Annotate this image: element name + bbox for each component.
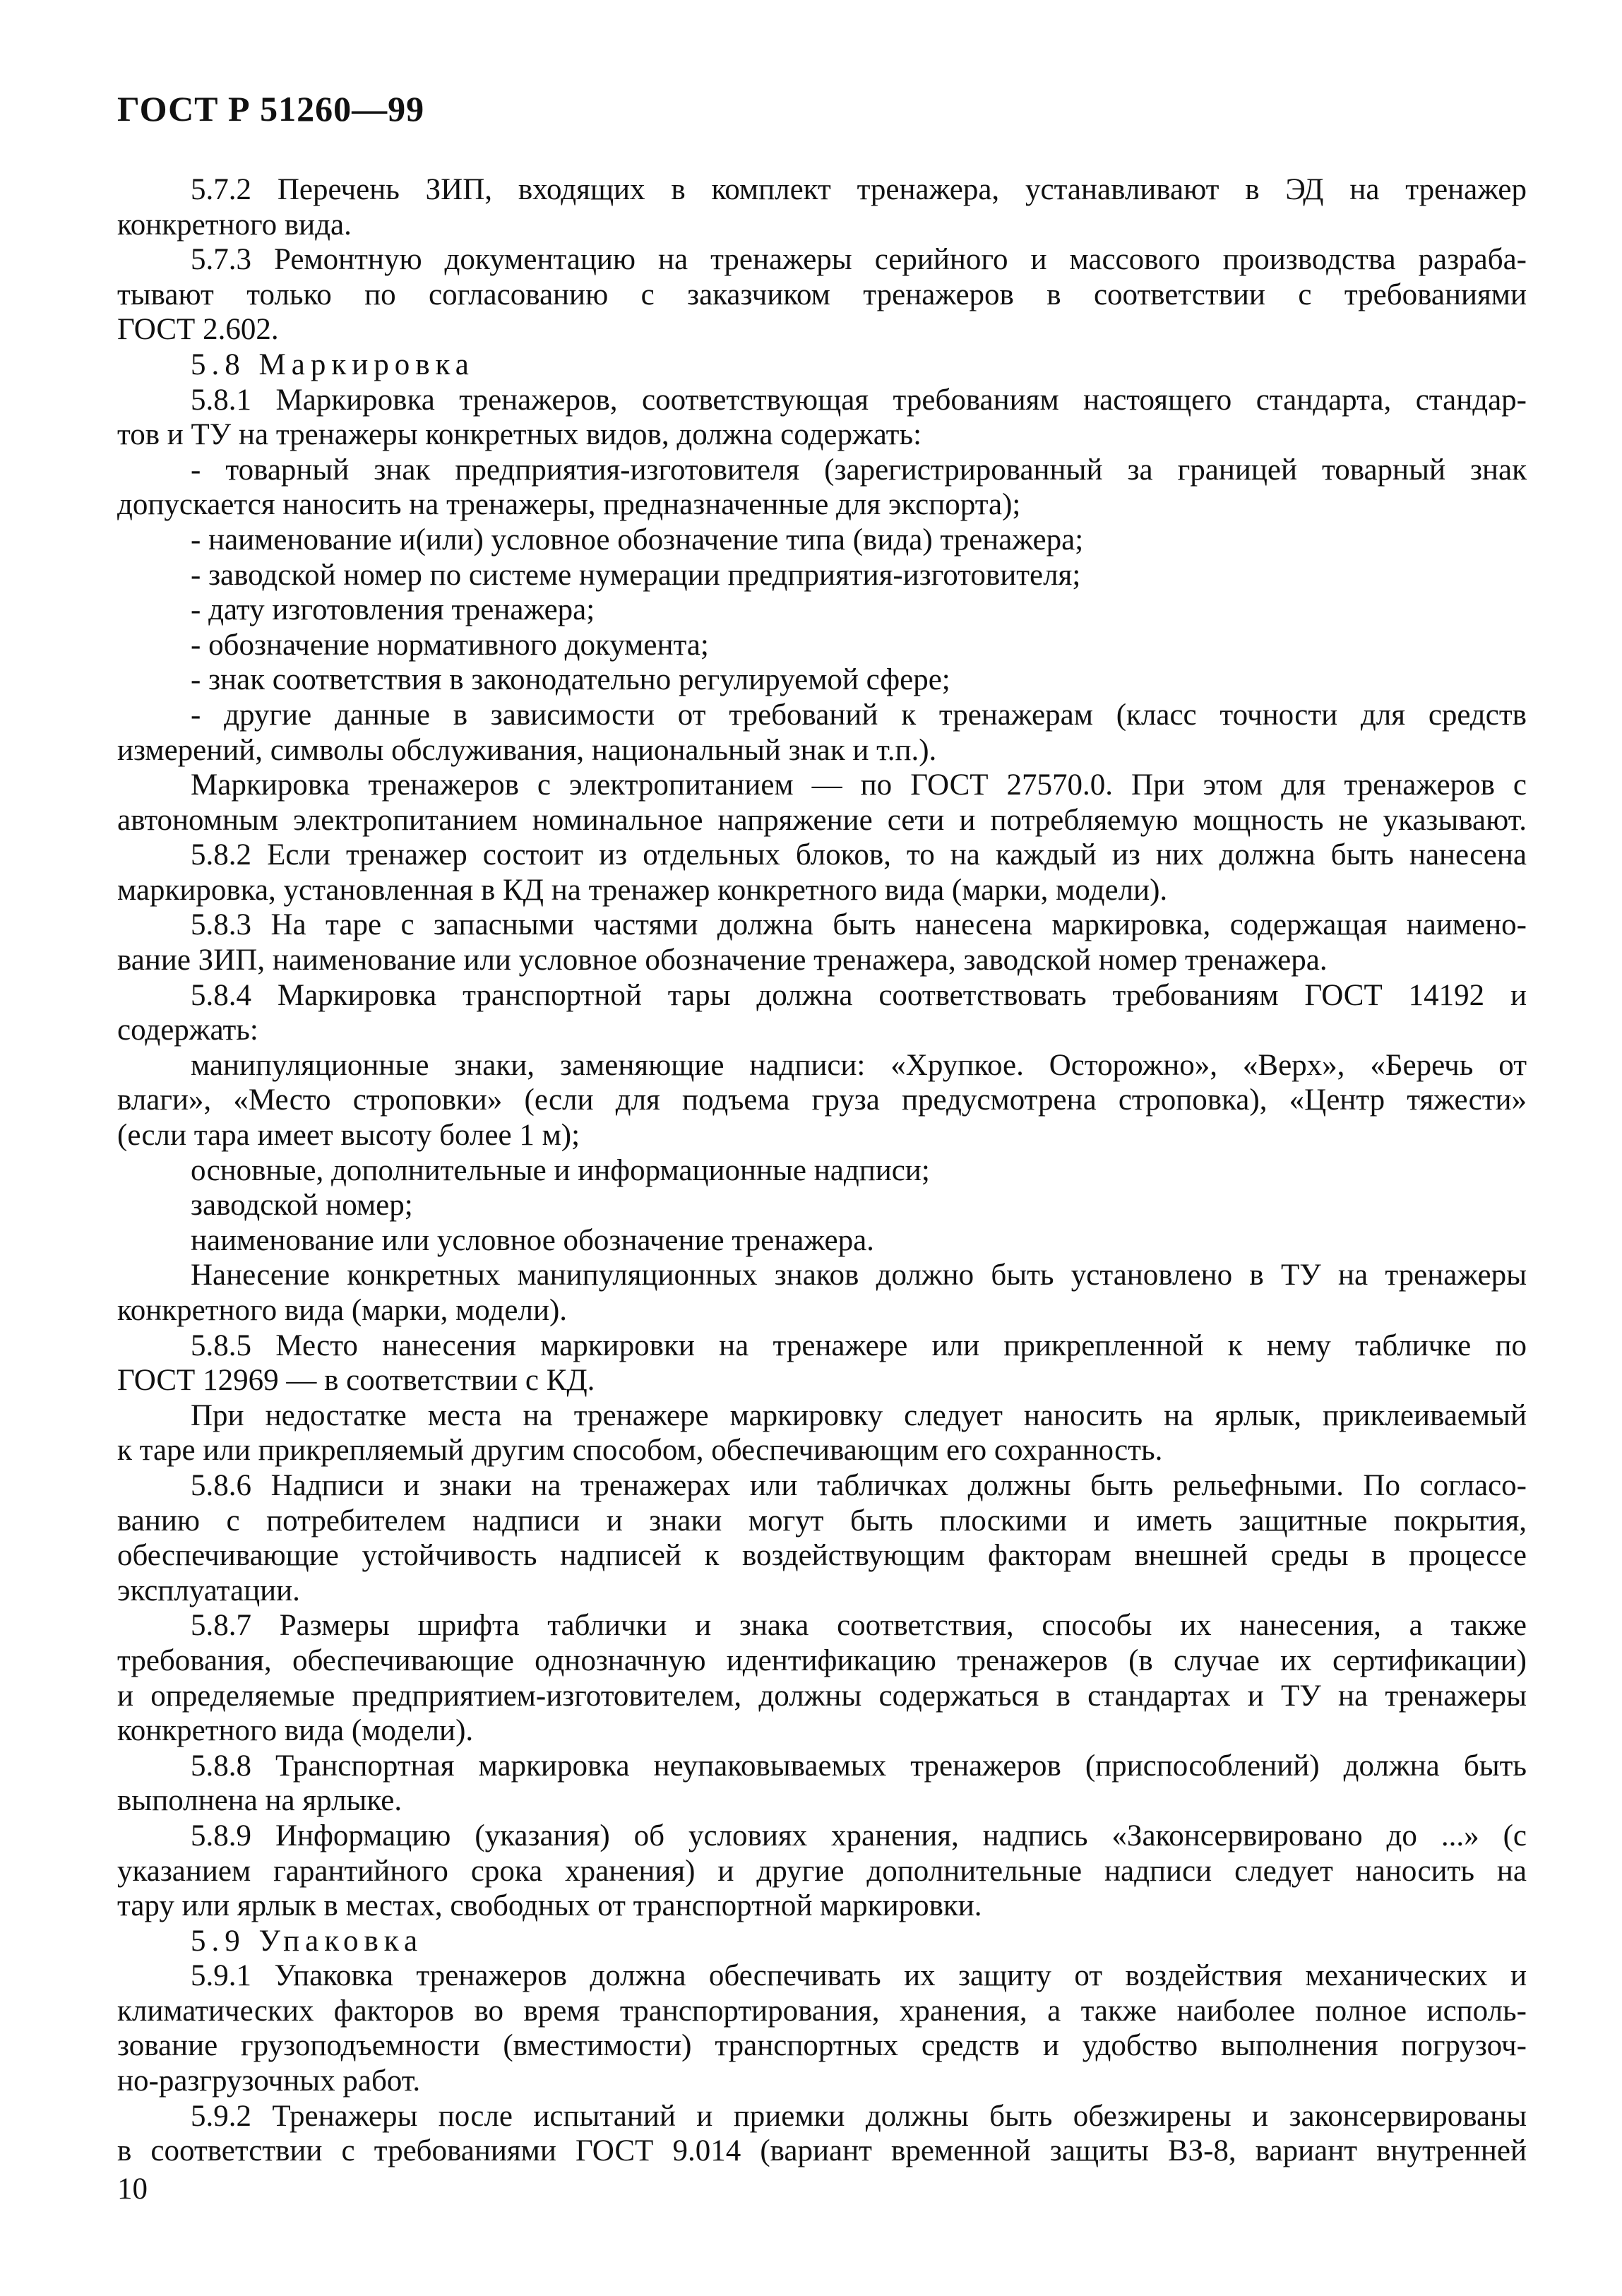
text-line: 5.7.3 Ремонтную документацию на тренажеры серийного и массового производства разраба- [191,243,1527,277]
text-line: ГОСТ 2.602. [117,313,279,347]
document-header: ГОСТ Р 51260—99 [117,89,425,129]
page-number: 10 [117,2172,148,2206]
text-line: 5.8.7 Размеры шрифта таблички и знака соответствия, способы их нанесения, а также [191,1609,1527,1643]
text-line: автономным электропитанием номинальное напряжение сети и потребляемую мощность не указывают. [117,803,1527,837]
text-line: 5.8.2 Если тренажер состоит из отдельных блоков, то на каждый из них должна быть нанесена [191,838,1527,872]
text-line: основные, дополнительные и информационные надписи; [191,1153,930,1187]
text-line: но-разгрузочных работ. [117,2064,421,2098]
text-line: содержать: [117,1013,258,1047]
text-line: указанием гарантийного срока хранения) и другие дополнительные надписи следует наносить на [117,1854,1527,1888]
text-line: влаги», «Место строповки» (если для подъема груза предусмотрена строповка), «Центр тяжести» [117,1083,1527,1117]
text-line: в соответствии с требованиями ГОСТ 9.014 (вариант временной защиты ВЗ-8, вариант внутренней [117,2134,1527,2168]
text-line: измерений, символы обслуживания, национальный знак и т.п.). [117,733,937,767]
text-line: 5.8.3 На таре с запасными частями должна быть нанесена маркировка, содержащая наимено- [191,908,1527,942]
text-line: и определяемые предприятием-изготовителем, должны содержаться в стандартах и ТУ на тренажеры [117,1679,1527,1713]
text-line: 5.8.9 Информацию (указания) об условиях хранения, надпись «Законсервировано до ...» (с [191,1819,1527,1852]
text-line: При недостатке места на тренажере маркировку следует наносить на ярлык, приклеиваемый [191,1398,1527,1432]
text-line: конкретного вида (модели). [117,1714,474,1748]
text-line: (если тара имеет высоту более 1 м); [117,1119,580,1153]
text-line: вание ЗИП, наименование или условное обозначение тренажера, заводской номер тренажера. [117,944,1328,977]
document-body [117,172,1527,2169]
text-line: - наименование и(или) условное обозначение типа (вида) тренажера; [191,523,1084,557]
text-line: конкретного вида (марки, модели). [117,1294,568,1327]
section-heading: 5.8 Маркировка [191,347,475,381]
text-line: Нанесение конкретных манипуляционных знаков должно быть установлено в ТУ на тренажеры [191,1259,1527,1292]
text-line: эксплуатации. [117,1574,300,1607]
text-line: 5.8.1 Маркировка тренажеров, соответствующая требованиям настоящего стандарта, стандар- [191,383,1527,417]
text-line: климатических факторов во время транспортирования, хранения, а также наиболее полное исполь- [117,1994,1527,2028]
text-line: 5.8.8 Транспортная маркировка неупаковываемых тренажеров (приспособлений) должна быть [191,1749,1527,1783]
text-line: - товарный знак предприятия-изготовителя (зарегистрированный за границей товарный знак [191,453,1527,487]
text-line: 5.8.5 Место нанесения маркировки на тренажере или прикрепленной к нему табличке по [191,1328,1527,1362]
text-line: ГОСТ 12969 — в соответствии с КД. [117,1364,595,1398]
text-line: конкретного вида. [117,208,352,242]
text-line: 5.9.1 Упаковка тренажеров должна обеспечивать их защиту от воздействия механических и [191,1959,1527,1993]
text-line: требования, обеспечивающие однозначную идентификацию тренажеров (в случае их сертификации) [117,1643,1527,1677]
section-heading: 5.9 Упаковка [191,1924,424,1958]
text-line: манипуляционные знаки, заменяющие надписи: «Хрупкое. Осторожно», «Верх», «Беречь от [191,1048,1527,1082]
text-line: выполнена на ярлыке. [117,1784,402,1818]
text-line: к таре или прикрепляемый другим способом, обеспечивающим его сохранность. [117,1434,1163,1468]
text-line: - другие данные в зависимости от требований к тренажерам (класс точности для средств [191,698,1527,732]
text-line: маркировка, установленная в КД на тренажер конкретного вида (марки, модели). [117,873,1168,907]
text-line: ванию с потребителем надписи и знаки могут быть плоскими и иметь защитные покрытия, [117,1504,1527,1537]
text-line: допускается наносить на тренажеры, предназначенные для экспорта); [117,488,1021,522]
text-line: 5.7.2 Перечень ЗИП, входящих в комплект тренажера, устанавливают в ЭД на тренажер [191,173,1527,206]
text-line: 5.9.2 Тренажеры после испытаний и приемки должны быть обезжирены и законсервированы [191,2099,1527,2133]
text-line: тов и ТУ на тренажеры конкретных видов, должна содержать: [117,418,922,452]
text-line: тывают только по согласованию с заказчиком тренажеров в соответствии с требованиями [117,278,1527,311]
text-line: - знак соответствия в законодательно регулируемой сфере; [191,663,950,697]
text-line: зование грузоподъемности (вместимости) транспортных средств и удобство выполнения погрузоч- [117,2029,1527,2063]
text-line: наименование или условное обозначение тренажера. [191,1223,874,1257]
text-line: 5.8.4 Маркировка транспортной тары должна соответствовать требованиям ГОСТ 14192 и [191,978,1527,1012]
text-line: - обозначение нормативного документа; [191,628,709,662]
text-line: - заводской номер по системе нумерации предприятия-изготовителя; [191,558,1081,592]
text-line: обеспечивающие устойчивость надписей к воздействующим факторам внешней среды в процессе [117,1539,1527,1573]
text-line: тару или ярлык в местах, свободных от транспортной маркировки. [117,1889,982,1923]
text-line: заводской номер; [191,1189,413,1223]
text-line: Маркировка тренажеров с электропитанием — по ГОСТ 27570.0. При этом для тренажеров с [191,768,1527,802]
text-line: - дату изготовления тренажера; [191,593,595,627]
text-line: 5.8.6 Надписи и знаки на тренажерах или табличках должны быть рельефными. По согласо- [191,1468,1527,1502]
